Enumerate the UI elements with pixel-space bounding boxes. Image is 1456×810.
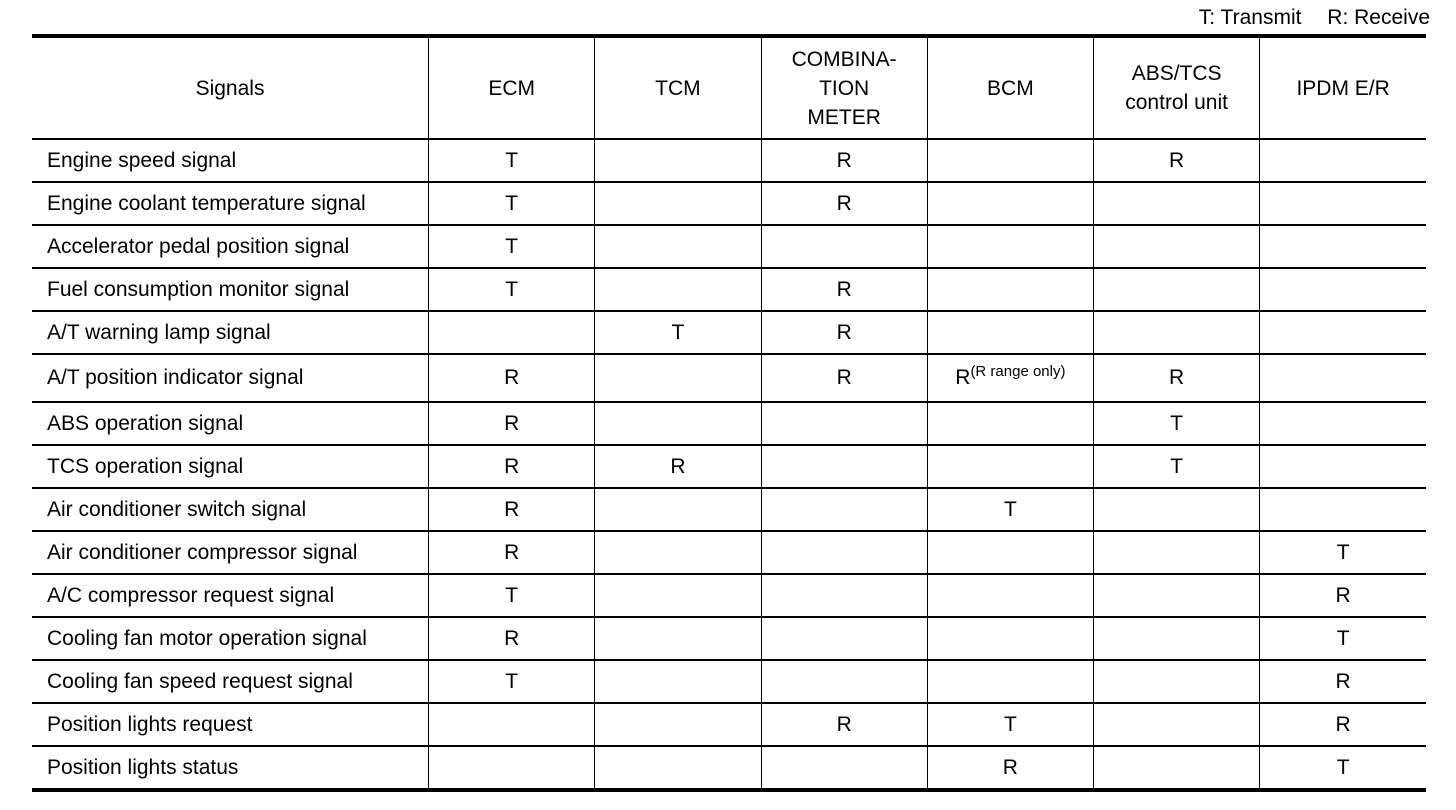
ipdm-cell — [1260, 445, 1426, 488]
signal-name: Accelerator pedal position signal — [32, 225, 429, 268]
tcm-cell — [595, 402, 761, 445]
meter-cell — [761, 531, 927, 574]
ipdm-cell: T — [1260, 531, 1426, 574]
tcm-cell — [595, 746, 761, 790]
bcm-cell: T — [927, 703, 1093, 746]
table-row — [32, 660, 1426, 703]
abs-cell — [1094, 182, 1260, 225]
ecm-cell: T — [429, 660, 595, 703]
tcm-cell — [595, 574, 761, 617]
can-communication-table — [32, 34, 1426, 792]
signal-name: ABS operation signal — [32, 402, 429, 445]
bcm-cell — [927, 268, 1093, 311]
bcm-cell — [927, 617, 1093, 660]
ecm-cell — [429, 746, 595, 790]
ecm-cell: R — [429, 354, 595, 402]
bcm-cell: T — [927, 488, 1093, 531]
abs-cell — [1094, 225, 1260, 268]
table-row — [32, 574, 1426, 617]
meter-cell — [761, 617, 927, 660]
header-row — [32, 36, 1426, 139]
header-tcm: TCM — [595, 36, 761, 139]
abs-cell — [1094, 746, 1260, 790]
meter-cell — [761, 574, 927, 617]
abs-cell — [1094, 268, 1260, 311]
table-row — [32, 445, 1426, 488]
bcm-cell — [927, 574, 1093, 617]
table-row — [32, 139, 1426, 182]
legend-transmit: T: Transmit — [1198, 6, 1302, 29]
legend-receive: R: Receive — [1327, 6, 1430, 29]
bcm-cell — [927, 225, 1093, 268]
header-signals: Signals — [32, 36, 429, 139]
signal-name: Cooling fan speed request signal — [32, 660, 429, 703]
meter-cell: R — [761, 182, 927, 225]
ipdm-cell: R — [1260, 660, 1426, 703]
signal-name: Air conditioner switch signal — [32, 488, 429, 531]
bcm-cell: R — [927, 746, 1093, 790]
bcm-cell — [927, 660, 1093, 703]
ecm-cell — [429, 311, 595, 354]
abs-cell: T — [1094, 402, 1260, 445]
abs-cell — [1094, 488, 1260, 531]
table-row — [32, 225, 1426, 268]
meter-cell — [761, 225, 927, 268]
ecm-cell: R — [429, 488, 595, 531]
signal-name: Position lights request — [32, 703, 429, 746]
ecm-cell: T — [429, 574, 595, 617]
signal-name: Cooling fan motor operation signal — [32, 617, 429, 660]
table-row — [32, 531, 1426, 574]
meter-cell — [761, 445, 927, 488]
abs-cell — [1094, 311, 1260, 354]
meter-cell — [761, 660, 927, 703]
signal-name: Position lights status — [32, 746, 429, 790]
bcm-footnote: (R range only) — [970, 363, 1066, 380]
table-row — [32, 746, 1426, 790]
header-combination-meter: COMBINA- TION METER — [761, 36, 927, 139]
ipdm-cell: T — [1260, 617, 1426, 660]
ecm-cell — [429, 703, 595, 746]
bcm-cell — [927, 139, 1093, 182]
signal-name: A/T warning lamp signal — [32, 311, 429, 354]
meter-cell — [761, 746, 927, 790]
tcm-cell — [595, 182, 761, 225]
header-ecm: ECM — [429, 36, 595, 139]
ipdm-cell — [1260, 139, 1426, 182]
abs-cell — [1094, 574, 1260, 617]
abs-cell: R — [1094, 354, 1260, 402]
ecm-cell: T — [429, 139, 595, 182]
ecm-cell: R — [429, 531, 595, 574]
abs-cell — [1094, 531, 1260, 574]
header-ipdm: IPDM E/R — [1260, 36, 1426, 139]
table-row — [32, 488, 1426, 531]
meter-cell: R — [761, 311, 927, 354]
ecm-cell: R — [429, 445, 595, 488]
ecm-cell: R — [429, 617, 595, 660]
bcm-cell — [927, 182, 1093, 225]
bcm-cell — [927, 531, 1093, 574]
ipdm-cell — [1260, 488, 1426, 531]
signal-name: TCS operation signal — [32, 445, 429, 488]
ipdm-cell — [1260, 182, 1426, 225]
table-row — [32, 354, 1426, 402]
table-row — [32, 703, 1426, 746]
table-row — [32, 182, 1426, 225]
ipdm-cell — [1260, 354, 1426, 402]
bcm-cell: R$^{(R range only)}$ — [927, 354, 1093, 402]
abs-cell: R — [1094, 139, 1260, 182]
tcm-cell — [595, 703, 761, 746]
meter-cell: R — [761, 354, 927, 402]
tcm-cell — [595, 268, 761, 311]
signal-name: Air conditioner compressor signal — [32, 531, 429, 574]
tcm-cell: T — [595, 311, 761, 354]
signal-name: Engine speed signal — [32, 139, 429, 182]
tcm-cell — [595, 617, 761, 660]
tcm-cell — [595, 225, 761, 268]
tcm-cell — [595, 354, 761, 402]
table-row — [32, 617, 1426, 660]
ipdm-cell — [1260, 268, 1426, 311]
ipdm-cell — [1260, 225, 1426, 268]
abs-cell — [1094, 617, 1260, 660]
abs-cell — [1094, 660, 1260, 703]
signal-name: A/C compressor request signal — [32, 574, 429, 617]
meter-cell: R — [761, 703, 927, 746]
abs-cell: T — [1094, 445, 1260, 488]
ecm-cell: R — [429, 402, 595, 445]
table-row — [32, 268, 1426, 311]
ipdm-cell: T — [1260, 746, 1426, 790]
ecm-cell: T — [429, 268, 595, 311]
header-abs-tcs: ABS/TCS control unit — [1094, 36, 1260, 139]
ecm-cell: T — [429, 182, 595, 225]
ipdm-cell — [1260, 402, 1426, 445]
meter-cell — [761, 488, 927, 531]
ipdm-cell: R — [1260, 574, 1426, 617]
signal-name: Engine coolant temperature signal — [32, 182, 429, 225]
header-bcm: BCM — [927, 36, 1093, 139]
tcm-cell — [595, 139, 761, 182]
signal-name: Fuel consumption monitor signal — [32, 268, 429, 311]
meter-cell: R — [761, 139, 927, 182]
ipdm-cell: R — [1260, 703, 1426, 746]
table-row — [32, 311, 1426, 354]
ipdm-cell — [1260, 311, 1426, 354]
tcm-cell — [595, 660, 761, 703]
bcm-cell — [927, 445, 1093, 488]
meter-cell: R — [761, 268, 927, 311]
legend — [1199, 6, 1430, 30]
ecm-cell: T — [429, 225, 595, 268]
tcm-cell: R — [595, 445, 761, 488]
meter-cell — [761, 402, 927, 445]
tcm-cell — [595, 531, 761, 574]
tcm-cell — [595, 488, 761, 531]
table-row — [32, 402, 1426, 445]
abs-cell — [1094, 703, 1260, 746]
signal-name: A/T position indicator signal — [32, 354, 429, 402]
bcm-cell — [927, 311, 1093, 354]
bcm-cell — [927, 402, 1093, 445]
